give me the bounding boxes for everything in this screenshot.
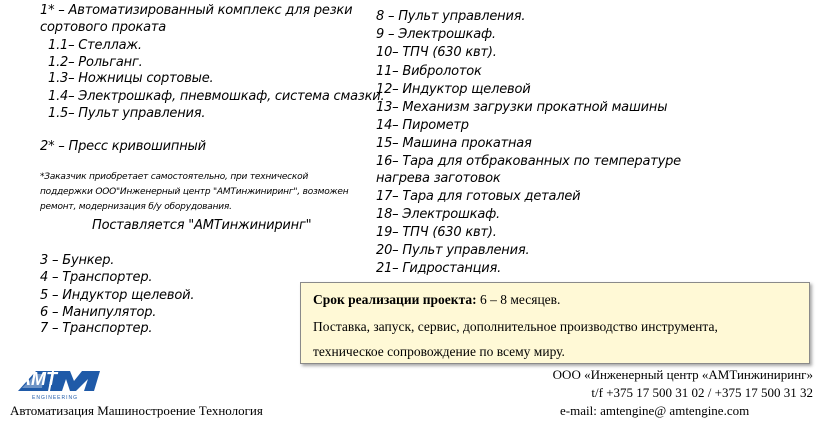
complex-header-line2: сортового проката [40,20,167,35]
right-item: 17– Тара для готовых деталей [376,189,581,204]
right-item: 14– Пирометр [376,118,469,133]
company-phones: t/f +375 17 500 31 02 / +375 17 500 31 32 [591,385,813,400]
sub-item: 1.5– Пульт управления. [48,106,206,121]
term-value: 6 – 8 месяцев. [476,292,561,307]
note-line: ремонт, модернизация б/у оборудования. [40,202,232,212]
term-label: Срок реализации проекта: [313,292,477,307]
sub-item: 1.1– Стеллаж. [48,38,142,53]
right-item: 21– Гидростанция. [376,261,502,276]
services-line: Поставка, запуск, сервис, дополнительное производство инструмента, [313,319,718,334]
project-term [313,292,560,308]
right-item: 20– Пульт управления. [376,243,530,258]
note-line: поддержки ООО"Инженерный центр "АМТинжиниринг", возможен [40,187,349,197]
bottom-item: 6 – Манипулятор. [40,305,157,320]
bottom-item: 3 – Бункер. [40,253,115,268]
sub-item: 1.4– Электрошкаф, пневмошкаф, система смазки. [48,89,385,104]
right-item: 18– Электрошкаф. [376,207,500,222]
right-item: 9 – Электрошкаф. [376,27,496,42]
right-item: 15– Машина прокатная [376,136,532,151]
right-item: 19– ТПЧ (630 квт). [376,225,497,240]
supplied-by: Поставляется "АМТинжиниринг" [92,218,312,233]
right-item: 8 – Пульт управления. [376,9,526,24]
right-item: 13– Механизм загрузки прокатной машины [376,100,668,115]
support-line: техническое сопровождение по всему миру. [313,344,565,359]
note-line: *Заказчик приобретает самостоятельно, при технической [40,172,309,182]
right-item: 12– Индуктор щелевой [376,82,531,97]
company-email[interactable]: e-mail: amtengine@ amtengine.com [560,403,750,418]
sub-item: 1.2– Рольганг. [48,55,143,70]
amt-logo [14,365,104,406]
company-name: ООО «Инженерный центр «АМТинжиниринг» [552,367,813,382]
logo-sub: ENGINEERING [32,395,79,401]
press-item: 2* – Пресс кривошипный [40,139,206,154]
complex-header-line1: 1* – Автоматизированный комплекс для резки [40,3,353,18]
right-item: 16– Тара для отбракованных по температуре [376,154,681,169]
right-item-cont: нагрева заготовок [376,171,501,186]
right-item: 11– Вибролоток [376,64,482,79]
right-item: 10– ТПЧ (630 квт). [376,45,497,60]
bottom-item: 5 – Индуктор щелевой. [40,288,195,303]
bottom-item: 4 – Транспортер. [40,270,153,285]
bottom-item: 7 – Транспортер. [40,321,153,336]
sub-item: 1.3– Ножницы сортовые. [48,71,214,86]
company-tagline: Автоматизация Машиностроение Технология [10,403,263,418]
project-info-box [300,282,810,364]
logo-text: AMT [18,369,57,389]
